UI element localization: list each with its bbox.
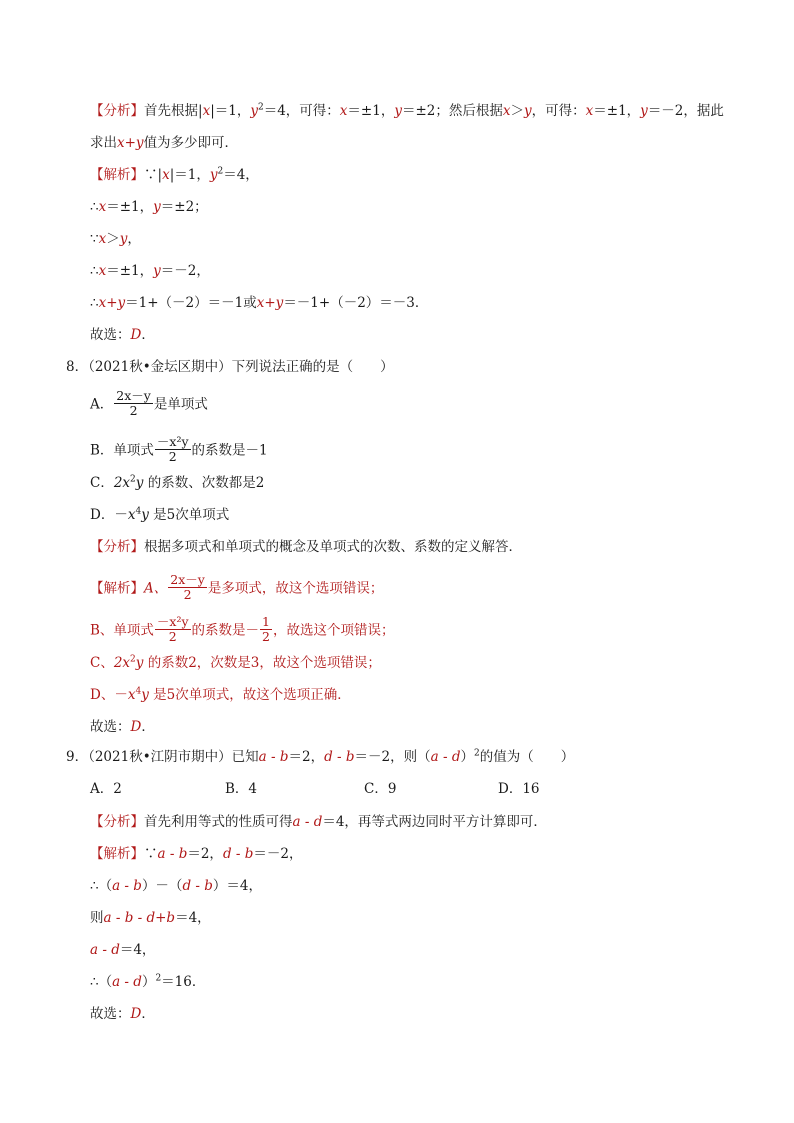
q7-solution-line3: ∵x＞y， bbox=[90, 231, 141, 247]
fraction: $\frac{\text{－x²y}}{2}$ bbox=[156, 614, 189, 644]
q7-analysis-line2: 求出x+y值为多少即可． bbox=[90, 135, 239, 151]
fraction: $\frac{2x-y}{2}$ bbox=[170, 572, 205, 602]
q8-option-b: B．单项式 $\frac{\text{－x²y}}{2}$ 的系数是－1 bbox=[90, 434, 268, 464]
q7-solution-line2: ∴x＝±1，y＝±2； bbox=[90, 199, 208, 215]
q9-solution-line2: ∴（a - b）－（d - b）＝4， bbox=[90, 878, 262, 894]
q8-solution-a: 【解析】A、 $\frac{2x-y}{2}$ 是多项式，故这个选项错误； bbox=[90, 572, 384, 602]
q8-solution-d: D、$-x^4y$ 是5次单项式，故这个选项正确． bbox=[90, 686, 351, 703]
q9-solution-line1: 【解析】∵a - b＝2，d - b＝－2， bbox=[90, 846, 303, 862]
q7-solution-line4: ∴x＝±1，y＝－2， bbox=[90, 263, 210, 279]
q9-option-b: B．4 bbox=[225, 781, 258, 797]
q9-solution-line3: 则a - b - d+b＝4， bbox=[90, 910, 211, 926]
fraction: $\frac{\text{－x²y}}{2}$ bbox=[156, 434, 189, 464]
q7-solution-line5: ∴x+y＝1+（－2）＝－1或x+y＝－1+（－2）＝－3． bbox=[90, 295, 429, 311]
solution-tag: 【解析】 bbox=[90, 580, 144, 597]
solution-tag: 【解析】 bbox=[90, 167, 144, 183]
analysis-tag: 【分析】 bbox=[90, 103, 144, 119]
analysis-tag: 【分析】 bbox=[90, 539, 144, 555]
q8-option-c: C．$2x^2y$ 的系数、次数都是2 bbox=[90, 474, 265, 491]
q7-answer: 故选：D． bbox=[90, 327, 155, 343]
q9-answer: 故选：D． bbox=[90, 1006, 155, 1022]
analysis-tag: 【分析】 bbox=[90, 814, 144, 830]
q8-option-d: D．$-x^4y$ 是5次单项式 bbox=[90, 506, 230, 523]
q8-solution-c: C、$2x^2y$ 的系数2，次数是3，故这个选项错误； bbox=[90, 654, 381, 671]
q8-stem: 8．（2021秋•金坛区期中）下列说法正确的是（ ） bbox=[66, 359, 394, 375]
q8-solution-b: B、单项式 $\frac{\text{－x²y}}{2}$ 的系数是－ $\frac{1}{2}$ ，故选这个项错误； bbox=[90, 614, 395, 644]
q7-analysis-line1: 【分析】首先根据|x|＝1，$y^2=4$，可得：x＝±1，y＝±2；然后根据x＞y，可得：x＝±1，y＝－2，据此 bbox=[90, 102, 724, 119]
q9-solution-line4: a - d＝4， bbox=[90, 942, 156, 958]
q8-answer: 故选：D． bbox=[90, 719, 155, 735]
q8-analysis: 【分析】根据多项式和单项式的概念及单项式的次数、系数的定义解答． bbox=[90, 539, 522, 555]
q9-analysis: 【分析】首先利用等式的性质可得a - d＝4，再等式两边同时平方计算即可． bbox=[90, 814, 547, 830]
q9-option-c: C．9 bbox=[364, 781, 397, 797]
q9-option-a: A．2 bbox=[90, 781, 122, 797]
fraction: $\frac{2x-y}{2}$ bbox=[116, 388, 151, 418]
q9-stem: 9．（2021秋•江阴市期中）已知a - b＝2，d - b＝－2，则（a - d）$^2$的值为（ ） bbox=[66, 748, 575, 765]
q9-solution-line5: ∴（a - d）$^2$＝16． bbox=[90, 973, 206, 990]
solution-tag: 【解析】 bbox=[90, 846, 144, 862]
q9-option-d: D．16 bbox=[498, 781, 540, 797]
q8-option-a: A． $\frac{2x-y}{2}$ 是单项式 bbox=[90, 388, 208, 418]
q7-solution-line1: 【解析】∵|x|＝1，$y^2=4$， bbox=[90, 166, 259, 183]
fraction: $\frac{1}{2}$ bbox=[262, 614, 270, 644]
